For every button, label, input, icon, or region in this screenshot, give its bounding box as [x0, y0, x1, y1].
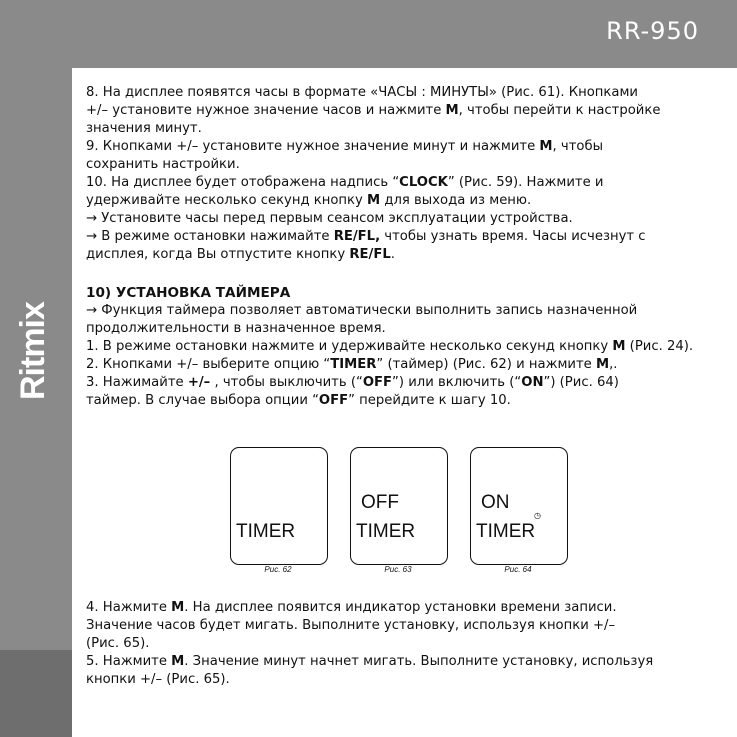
- bold-term: M: [612, 339, 626, 354]
- bold-term: RE/FL: [349, 247, 391, 262]
- bold-term: M: [171, 654, 185, 669]
- bold-term: OFF: [362, 375, 393, 390]
- text-segment: → Функция таймера позволяет автоматически выполнить запись назначенной: [86, 303, 638, 318]
- text-segment: → В режиме остановки нажимайте: [86, 229, 334, 244]
- figure-line1: ON: [481, 492, 510, 513]
- text-segment: 4. Нажмите: [86, 600, 172, 615]
- text-line: [86, 102, 706, 120]
- text-segment: . На дисплее появится индикатор установки времени записи.: [184, 600, 617, 615]
- text-segment: ” (Рис. 59). Нажмите и: [447, 175, 604, 190]
- text-segment: ”) или включить (“: [392, 375, 522, 390]
- text-segment: (Рис. 24).: [625, 339, 694, 354]
- text-segment: , чтобы: [552, 139, 604, 154]
- figure-caption: Рис. 64: [504, 565, 532, 574]
- bold-term: M: [445, 103, 459, 118]
- text-line: [86, 156, 706, 174]
- figure-caption: Рис. 62: [264, 565, 292, 574]
- clock-icon: ◷: [534, 511, 541, 520]
- text-segment: таймер. В случае выбора опции “: [86, 393, 319, 408]
- text-segment: 9. Кнопками +/– установите нужное значение минут и нажмите: [86, 139, 540, 154]
- text-segment: 8. На дисплее появятся часы в формате «ЧАСЫ : МИНУТЫ» (Рис. 61). Кнопками: [86, 85, 638, 100]
- bold-term: ON: [521, 375, 544, 390]
- text-segment: кнопки +/– (Рис. 65).: [86, 672, 230, 687]
- text-line: [86, 392, 706, 410]
- text-line: [86, 302, 706, 320]
- figure-62: [230, 447, 328, 565]
- text-line: [86, 228, 706, 246]
- text-line: [86, 617, 706, 635]
- text-line: [86, 653, 706, 671]
- text-line: [86, 374, 706, 392]
- text-line: [86, 174, 706, 192]
- display-figures: [230, 447, 570, 577]
- bold-term: +/–: [187, 375, 211, 390]
- figure-line2: TIMER: [476, 521, 536, 542]
- text-segment: ” перейдите к шагу 10.: [348, 393, 511, 408]
- text-segment: значения минут.: [86, 121, 202, 136]
- figure-caption: Рис. 63: [384, 565, 412, 574]
- text-line: [86, 138, 706, 156]
- text-segment: Значение часов будет мигать. Выполните установку, используя кнопки +/–: [86, 618, 616, 633]
- bold-term: RE/FL,: [333, 229, 381, 244]
- instructions-top: [86, 84, 706, 410]
- text-line: [86, 635, 706, 653]
- model-number: RR-950: [606, 17, 699, 45]
- text-segment: 2. Кнопками +/– выберите опцию “: [86, 357, 331, 372]
- text-line: [86, 246, 706, 264]
- bold-term: M: [367, 193, 381, 208]
- text-segment: ,.: [609, 357, 618, 372]
- text-segment: дисплея, когда Вы отпустите кнопку: [86, 247, 350, 262]
- text-segment: чтобы узнать время. Часы исчезнут с: [380, 229, 646, 244]
- figure-line2: TIMER: [356, 521, 416, 542]
- bold-term: M: [595, 357, 610, 372]
- text-segment: 10. На дисплее будет отображена надпись “: [86, 175, 400, 190]
- text-line: [86, 671, 706, 689]
- text-line: [86, 210, 706, 228]
- section-title: 10) УСТАНОВКА ТАЙМЕРА: [86, 285, 291, 301]
- text-segment: для выхода из меню.: [380, 193, 532, 208]
- text-segment: +/– установите нужное значение часов и нажмите: [86, 103, 446, 118]
- text-segment: 5. Нажмите: [86, 654, 172, 669]
- text-segment: сохранить настройки.: [86, 157, 240, 172]
- text-line: [86, 599, 706, 617]
- text-segment: , чтобы выключить (“: [210, 375, 363, 390]
- text-segment: , чтобы перейти к настройке: [458, 103, 661, 118]
- text-line: [86, 192, 706, 210]
- bold-term: OFF: [318, 393, 349, 408]
- text-segment: удерживайте несколько секунд кнопку: [86, 193, 368, 208]
- brand-logo: Ritmix: [14, 302, 52, 400]
- bold-term: TIMER: [330, 357, 377, 372]
- text-segment: ”) (Рис. 64): [543, 375, 619, 390]
- figure-line1: OFF: [361, 492, 399, 513]
- text-segment: . Значение минут начнет мигать. Выполните установку, используя: [184, 654, 654, 669]
- figure-63: [350, 447, 448, 565]
- text-line: [86, 120, 706, 138]
- text-line: [86, 84, 706, 102]
- text-segment: 1. В режиме остановки нажмите и удерживайте несколько секунд кнопку: [86, 339, 613, 354]
- bold-term: M: [171, 600, 185, 615]
- text-segment: ” (таймер) (Рис. 62) и нажмите: [376, 357, 596, 372]
- side-band-bottom: [0, 650, 72, 737]
- text-segment: продолжительности в назначенное время.: [86, 321, 386, 336]
- text-segment: 3. Нажимайте: [86, 375, 188, 390]
- figure-64: [470, 447, 568, 565]
- figure-line2: TIMER: [236, 521, 296, 542]
- text-segment: .: [390, 247, 395, 262]
- bold-term: CLOCK: [399, 175, 448, 190]
- bold-term: M: [539, 139, 553, 154]
- text-segment: → Установите часы перед первым сеансом эксплуатации устройства.: [86, 211, 573, 226]
- text-line: [86, 338, 706, 356]
- text-line: [86, 320, 706, 338]
- instructions-bottom: [86, 599, 706, 689]
- text-line: [86, 356, 706, 374]
- text-segment: (Рис. 65).: [86, 636, 150, 651]
